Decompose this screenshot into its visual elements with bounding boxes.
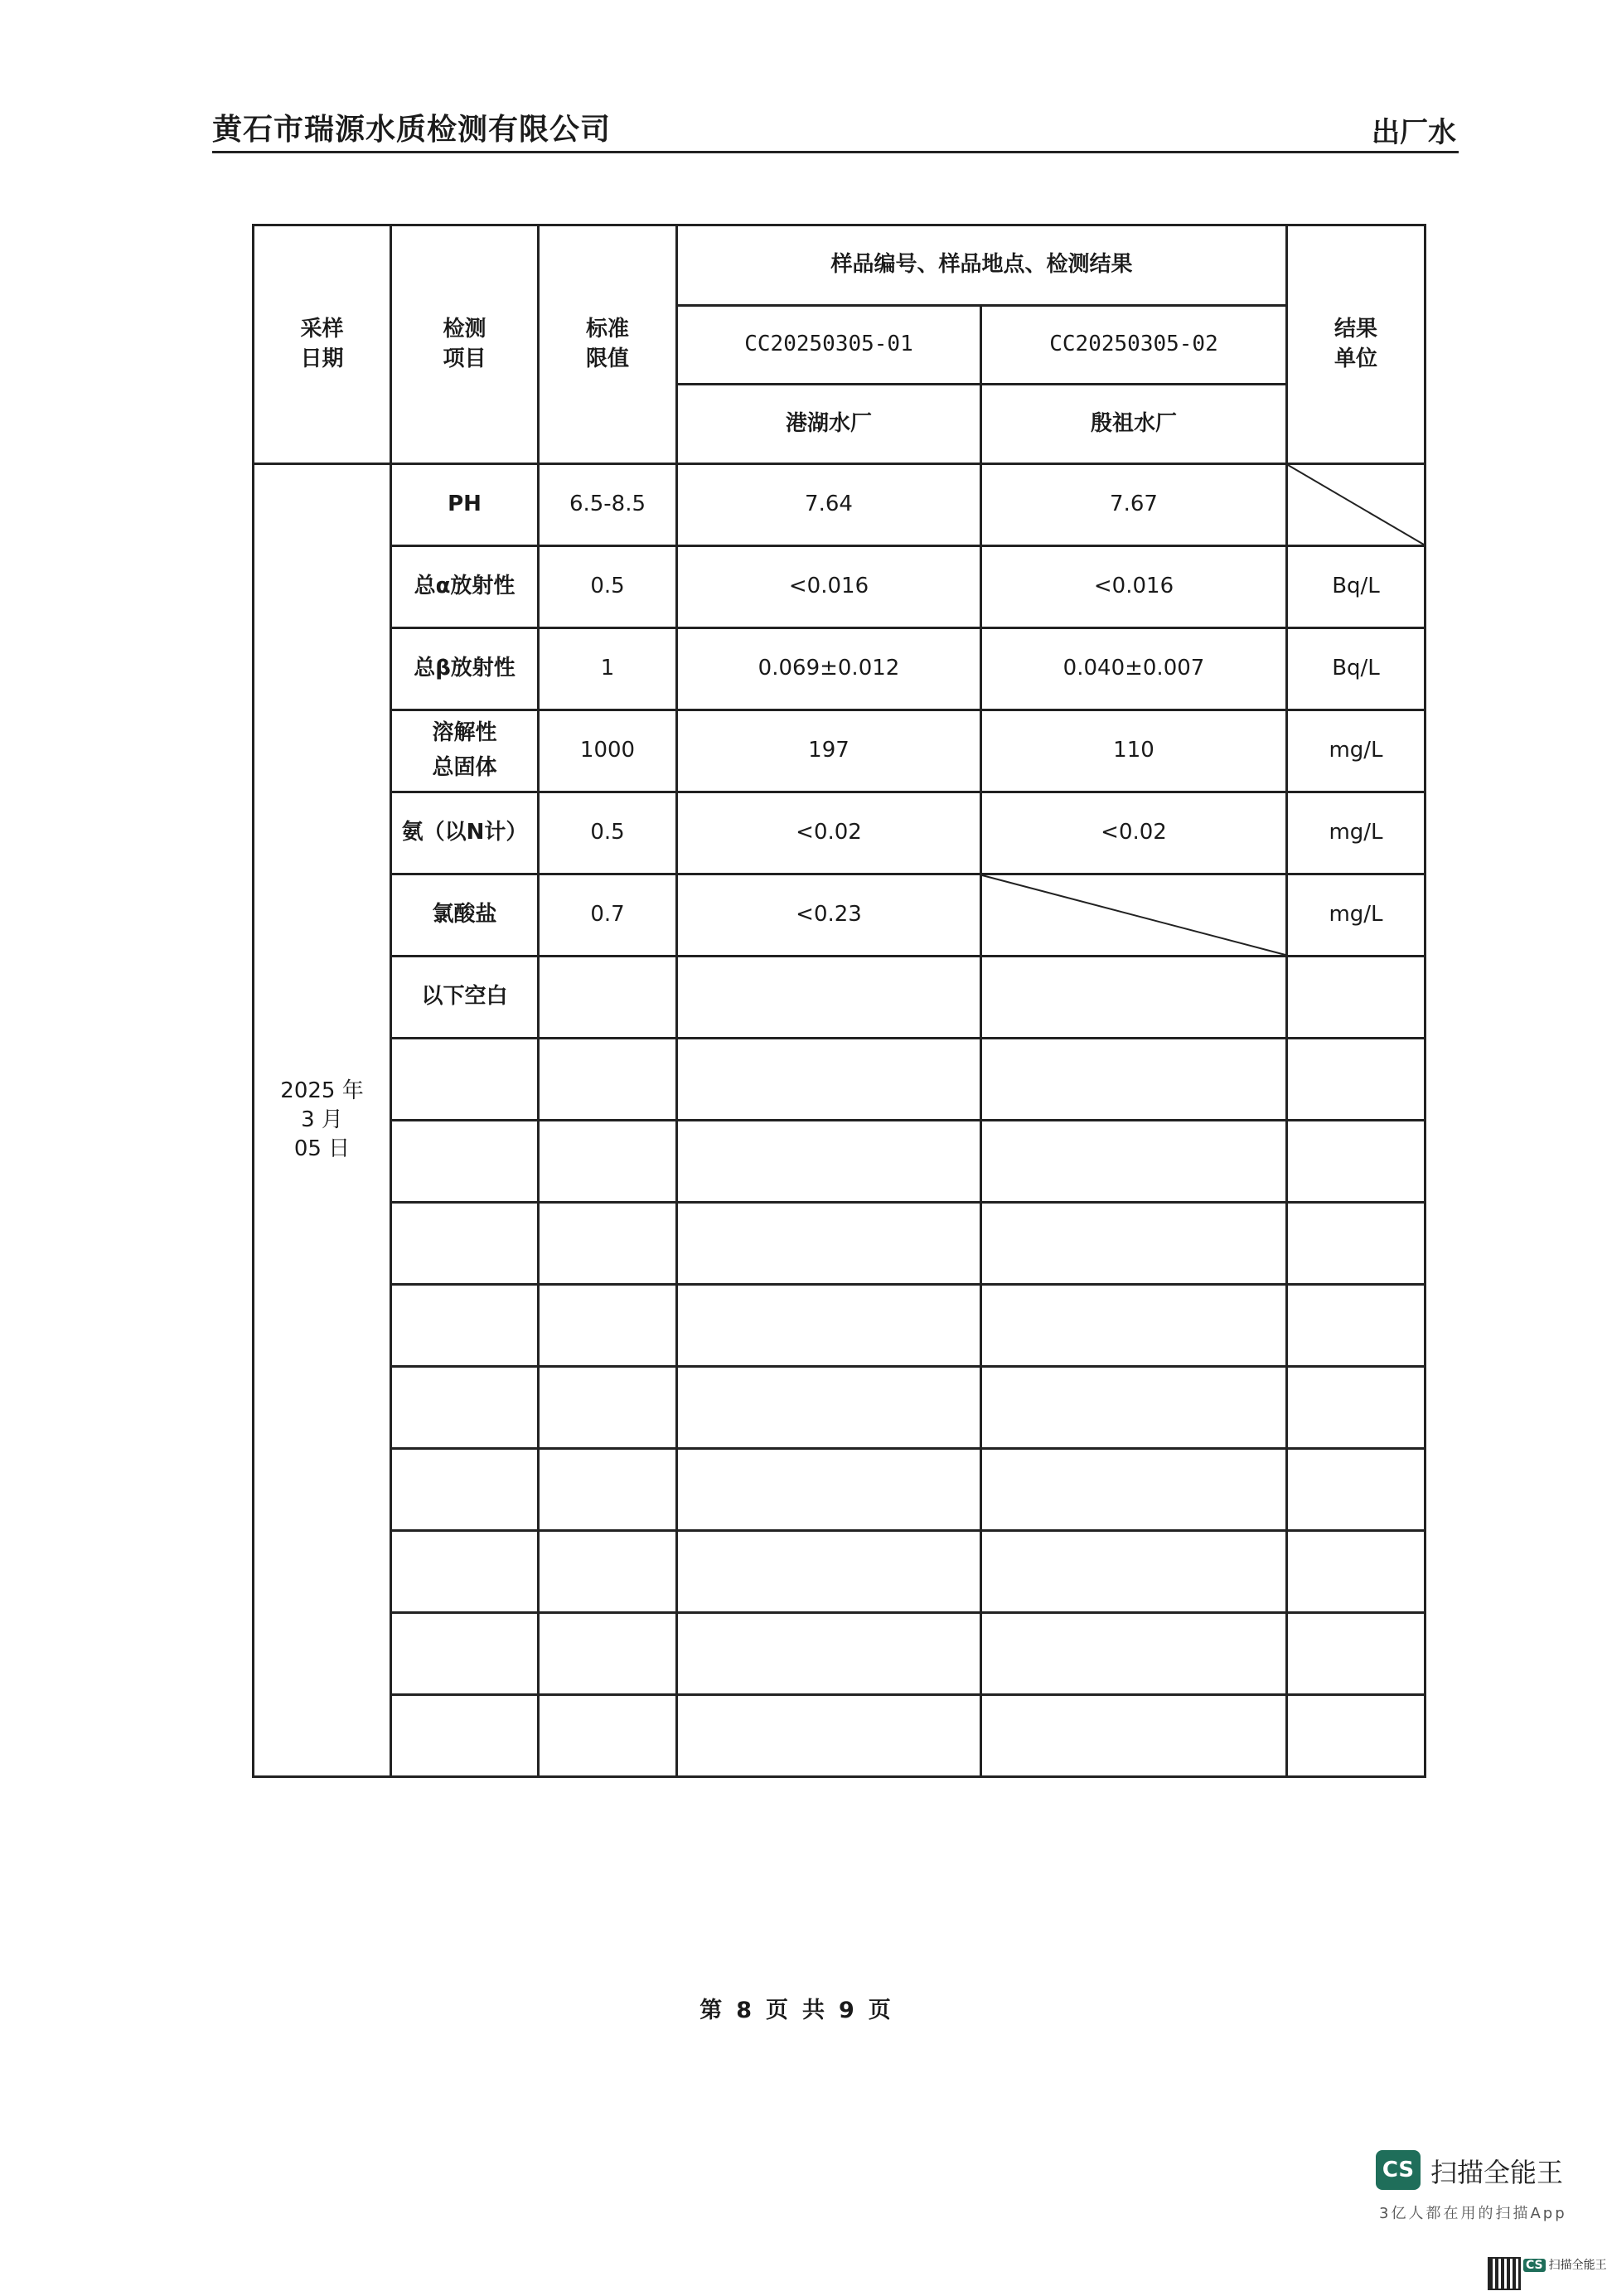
watermark-app-name: 扫描全能王 xyxy=(1430,2157,1564,2188)
qr-code-icon xyxy=(1488,2257,1521,2290)
limit-value: 0.5 xyxy=(539,546,677,628)
item-name: 总β放射性 xyxy=(391,628,539,710)
sample2-result: <0.02 xyxy=(981,792,1287,874)
total-word: 页 xyxy=(868,1998,892,2023)
blank-row xyxy=(254,1285,1425,1367)
page-label: 第 xyxy=(699,1998,724,2023)
camscanner-logo-icon: CS xyxy=(1376,2150,1421,2190)
item-name: PH xyxy=(391,464,539,546)
blank-row xyxy=(254,1203,1425,1285)
limit-value: 1000 xyxy=(539,710,677,792)
item-name: 氯酸盐 xyxy=(391,874,539,957)
header-test-item: 检测 项目 xyxy=(391,225,539,464)
sample1-result: 0.069±0.012 xyxy=(677,628,981,710)
report-type: 出厂水 xyxy=(1372,116,1456,149)
blank-row xyxy=(254,1695,1425,1777)
sample1-site: 港湖水厂 xyxy=(677,385,981,464)
watermark-mini: CS 扫描全能王 xyxy=(1523,2256,1607,2273)
result-unit: mg/L xyxy=(1287,710,1425,792)
item-name: 总α放射性 xyxy=(391,546,539,628)
sample2-site: 殷祖水厂 xyxy=(981,385,1287,464)
diagonal-strike-icon xyxy=(1288,465,1424,545)
sample2-result: <0.016 xyxy=(981,546,1287,628)
blank-row xyxy=(254,1039,1425,1121)
header-result-unit: 结果 单位 xyxy=(1287,225,1425,464)
sample2-result: 0.040±0.007 xyxy=(981,628,1287,710)
header-samples-title: 样品编号、样品地点、检测结果 xyxy=(677,225,1287,306)
sampling-date: 2025 年 3 月 05 日 xyxy=(254,464,391,1777)
page-number: 8 xyxy=(736,1998,753,2023)
item-name: 氨（以N计） xyxy=(391,792,539,874)
limit-value: 0.5 xyxy=(539,792,677,874)
header-divider xyxy=(212,151,1459,153)
sample2-crossed-out xyxy=(981,874,1287,957)
total-label: 共 xyxy=(802,1998,825,2023)
watermark-slogan: 3亿人都在用的扫描App xyxy=(1379,2205,1567,2222)
item-name: 溶解性 总固体 xyxy=(391,710,539,792)
blank-row xyxy=(254,1367,1425,1449)
sample2-result: 110 xyxy=(981,710,1287,792)
empty-cell xyxy=(981,957,1287,1039)
sample2-result: 7.67 xyxy=(981,464,1287,546)
blank-row xyxy=(254,1531,1425,1613)
company-name: 黄石市瑞源水质检测有限公司 xyxy=(212,113,612,147)
unit-crossed-out xyxy=(1287,464,1425,546)
test-results-table xyxy=(252,224,1426,1778)
blank-row xyxy=(254,1613,1425,1695)
result-unit: Bq/L xyxy=(1287,546,1425,628)
limit-value: 0.7 xyxy=(539,874,677,957)
header-standard-limit: 标准 限值 xyxy=(539,225,677,464)
limit-value: 1 xyxy=(539,628,677,710)
sample2-code: CC20250305-02 xyxy=(981,306,1287,385)
blank-row xyxy=(254,1121,1425,1203)
page-word: 页 xyxy=(766,1998,789,2023)
sample1-result: <0.016 xyxy=(677,546,981,628)
header-sampling-date: 采样 日期 xyxy=(254,225,391,464)
empty-cell xyxy=(539,957,677,1039)
diagonal-strike-icon xyxy=(982,875,1285,955)
limit-value: 6.5-8.5 xyxy=(539,464,677,546)
total-pages: 9 xyxy=(839,1998,855,2023)
sample1-result: <0.02 xyxy=(677,792,981,874)
page-footer xyxy=(0,1992,1591,2024)
sample1-result: 7.64 xyxy=(677,464,981,546)
empty-cell xyxy=(677,957,981,1039)
sample1-result: 197 xyxy=(677,710,981,792)
item-name: 以下空白 xyxy=(391,957,539,1039)
sample1-code: CC20250305-01 xyxy=(677,306,981,385)
empty-cell xyxy=(1287,957,1425,1039)
result-unit: mg/L xyxy=(1287,874,1425,957)
result-unit: Bq/L xyxy=(1287,628,1425,710)
result-unit: mg/L xyxy=(1287,792,1425,874)
sample1-result: <0.23 xyxy=(677,874,981,957)
blank-row xyxy=(254,1449,1425,1531)
